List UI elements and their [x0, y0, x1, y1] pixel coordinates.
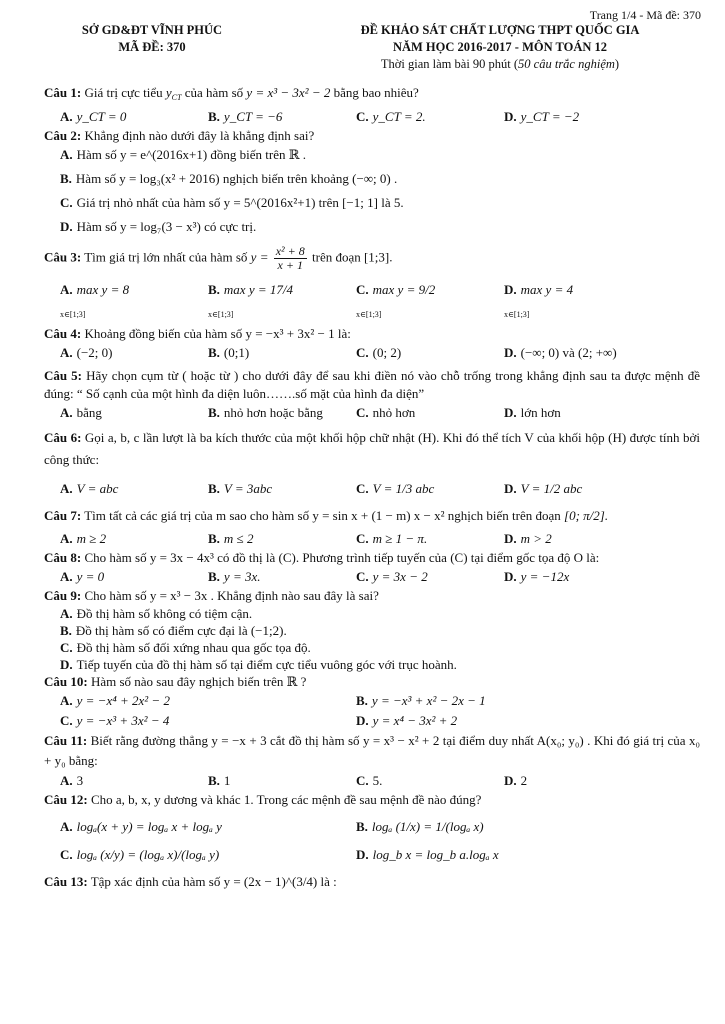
options [44, 343, 700, 363]
options-row-2 [44, 711, 700, 731]
question-6 [44, 427, 700, 499]
question-7 [44, 507, 700, 549]
question-stem: Câu 11: Biết rằng đường thẳng y = −x + 3 cắt đồ thị hàm số y = x³ − x² + 2 tại điểm duy nhất A(x₀; y₀) . Khi đó giá trị của x₀ + y₀ bằng: [44, 733, 701, 768]
option-c[interactable]: C. Đồ thị hàm số đối xứng nhau qua gốc tọa độ. [60, 640, 311, 655]
options [44, 691, 700, 711]
options [44, 771, 700, 791]
options [44, 107, 700, 127]
option-d[interactable]: D. y_CT = −2 [504, 109, 580, 124]
exam-title: ĐỀ KHẢO SÁT CHẤT LƯỢNG THPT QUỐC GIA [360, 23, 640, 37]
options [44, 280, 700, 300]
option-a[interactable]: A. V = abc [60, 481, 119, 496]
options [44, 403, 700, 423]
option-d[interactable]: D. m > 2 [504, 531, 552, 546]
question-1 [44, 84, 700, 127]
option-c[interactable]: C. y = 3x − 2 [356, 569, 428, 584]
option-a[interactable]: A. max y = 8 [60, 282, 130, 297]
question-stem: Câu 12: Cho a, b, x, y dương và khác 1. Trong các mệnh đề sau mệnh đề nào đúng? [44, 792, 482, 807]
option-a[interactable]: A. y_CT = 0 [60, 109, 127, 124]
option-b[interactable]: B. Hàm số y = log₃(x² + 2016) nghịch biến trên khoảng (−∞; 0) . [60, 171, 398, 186]
options [44, 817, 700, 837]
question-13 [44, 873, 700, 891]
option-b[interactable]: B. y = −x³ + x² − 2x − 1 [356, 693, 486, 708]
option-a[interactable]: A. m ≥ 2 [60, 531, 107, 546]
option-a[interactable]: A. Hàm số y = e^(2016x+1) đồng biến trên ℝ . [60, 147, 307, 162]
question-stem: Câu 2: Khẳng định nào dưới đây là khẳng định sai? [44, 128, 315, 143]
question-11 [44, 731, 700, 791]
option-c[interactable]: C. Giá trị nhỏ nhất của hàm số y = 5^(2016x²+1) trên [−1; 1] là 5. [60, 195, 404, 210]
question-stem: Câu 7: Tìm tất cả các giá trị của m sao cho hàm số y = sin x + (1 − m) x − x² nghịch biến trên đoạn [0; π/2]. [44, 508, 609, 523]
option-a[interactable]: A. logₐ(x + y) = logₐ x + logₐ y [60, 819, 222, 834]
option-d[interactable]: D. V = 1/2 abc [504, 481, 583, 496]
question-5 [44, 367, 700, 423]
question-12 [44, 791, 700, 865]
option-b[interactable]: B. nhỏ hơn hoặc bằng [208, 405, 323, 420]
time-note: Thời gian làm bài 90 phút (50 câu trắc nghiệm) [380, 57, 620, 71]
option-c[interactable]: C. logₐ (x/y) = (logₐ x)/(logₐ y) [60, 847, 220, 862]
option-d[interactable]: D. y = −12x [504, 569, 570, 584]
question-9 [44, 587, 700, 673]
header-right [300, 22, 700, 73]
option-b[interactable]: B. m ≤ 2 [208, 531, 254, 546]
question-8 [44, 549, 700, 587]
question-3 [44, 245, 700, 325]
question-stem: Câu 1: Giá trị cực tiểu $y_{CT}$ của hàm số y = x³ − 3x² − 2 bằng bao nhiêu? [44, 85, 419, 102]
question-stem: Câu 4: Khoảng đồng biến của hàm số y = −x³ + 3x² − 1 là: [44, 326, 351, 341]
option-b[interactable]: B. y_CT = −6 [208, 109, 283, 124]
question-stem: Câu 6: Gọi a, b, c lần lượt là ba kích thước của một khối hộp chữ nhật (H). Khi đó thể tích V của khối hộp (H) được tính bởi công thức: [44, 430, 701, 467]
option-b[interactable]: B. logₐ (1/x) = 1/(logₐ x) [356, 819, 484, 834]
department: SỞ GD&ĐT VĨNH PHÚC [81, 23, 223, 37]
option-a[interactable]: A. (−2; 0) [60, 345, 113, 360]
options [44, 529, 700, 549]
option-c[interactable]: C. max y = 9/2 [356, 282, 436, 297]
question-10 [44, 673, 700, 731]
option-a[interactable]: A. y = 0 [60, 569, 105, 584]
page-number: Trang 1/4 - Mã đề: 370 [589, 8, 701, 22]
option-c[interactable]: C. y = −x³ + 3x² − 4 [60, 713, 170, 728]
question-stem: Câu 9: Cho hàm số y = x³ − 3x . Khẳng định nào sau đây là sai? [44, 588, 379, 603]
option-a[interactable]: A. Đồ thị hàm số không có tiệm cận. [60, 606, 253, 621]
option-c[interactable]: C. V = 1/3 abc [356, 481, 435, 496]
option-c[interactable]: C. m ≥ 1 − π. [356, 531, 428, 546]
option-b[interactable]: B. max y = 17/4 [208, 282, 293, 297]
option-d[interactable]: D. Hàm số y = log₇(3 − x³) có cực trị. [60, 219, 257, 234]
question-stem: Câu 5: Hãy chọn cụm từ ( hoặc từ ) cho dưới đây để sau khi điền nó vào chỗ trống trong khẳng định sau ta được mệnh đề đúng: “ Số cạnh của một hình đa diện luôn…….số mặt của hình đa diện” [44, 368, 700, 401]
options [44, 479, 700, 499]
option-b[interactable]: B. 1 [208, 773, 231, 788]
option-a[interactable]: A. y = −x⁴ + 2x² − 2 [60, 693, 170, 708]
option-d[interactable]: D. log_b x = log_b a.logₐ x [356, 847, 499, 862]
question-list [44, 84, 700, 891]
option-c[interactable]: C. 5. [356, 773, 383, 788]
option-c[interactable]: C. nhỏ hơn [356, 405, 416, 420]
question-stem: Câu 3: Tìm giá trị lớn nhất của hàm số y = $\frac{\text{x² + 8}}{x + 1}$ trên đoạn [1;3]. [44, 244, 393, 272]
option-c[interactable]: C. y_CT = 2. [356, 109, 426, 124]
question-stem: Câu 8: Cho hàm số y = 3x − 4x³ có đồ thị là (C). Phương trình tiếp tuyến của (C) tại điểm gốc tọa độ O là: [44, 550, 600, 565]
options [44, 567, 700, 587]
option-b[interactable]: B. (0;1) [208, 345, 250, 360]
option-d[interactable]: D. Tiếp tuyến của đồ thị hàm số tại điểm cực tiểu vuông góc với trục hoành. [60, 657, 457, 672]
options [44, 145, 700, 237]
question-stem: Câu 13: Tập xác định của hàm số y = (2x − 1)^(3/4) là : [44, 874, 337, 889]
year-subject: NĂM HỌC 2016-2017 - MÔN TOÁN 12 [392, 40, 608, 54]
option-d[interactable]: D. lớn hơn [504, 405, 561, 420]
option-d[interactable]: D. (−∞; 0) và (2; +∞) [504, 345, 617, 360]
question-stem: Câu 10: Hàm số nào sau đây nghịch biến trên ℝ ? [44, 674, 307, 689]
options-row-2 [44, 845, 700, 865]
option-a[interactable]: A. 3 [60, 773, 84, 788]
option-c[interactable]: C. (0; 2) [356, 345, 402, 360]
range-subscripts: $_{x\in[1;3]}$ $_{x\in[1;3]}$ $_{x\in[1;3]}$ $_{x\in[1;3]}$ [60, 310, 530, 319]
option-b[interactable]: B. Đồ thị hàm số có điểm cực đại là (−1;2). [60, 623, 287, 638]
options [44, 605, 700, 673]
option-d[interactable]: D. y = x⁴ − 3x² + 2 [356, 713, 458, 728]
option-b[interactable]: B. y = 3x. [208, 569, 261, 584]
option-a[interactable]: A. bằng [60, 405, 102, 420]
option-d[interactable]: D. max y = 4 [504, 282, 574, 297]
question-2 [44, 127, 700, 237]
question-4 [44, 325, 700, 363]
header-left [52, 22, 252, 56]
option-b[interactable]: B. V = 3abc [208, 481, 273, 496]
fraction: $\frac{\text{x² + 8}}{x + 1}$ [275, 244, 305, 272]
exam-code: MÃ ĐỀ: 370 [118, 40, 186, 54]
option-d[interactable]: D. 2 [504, 773, 528, 788]
